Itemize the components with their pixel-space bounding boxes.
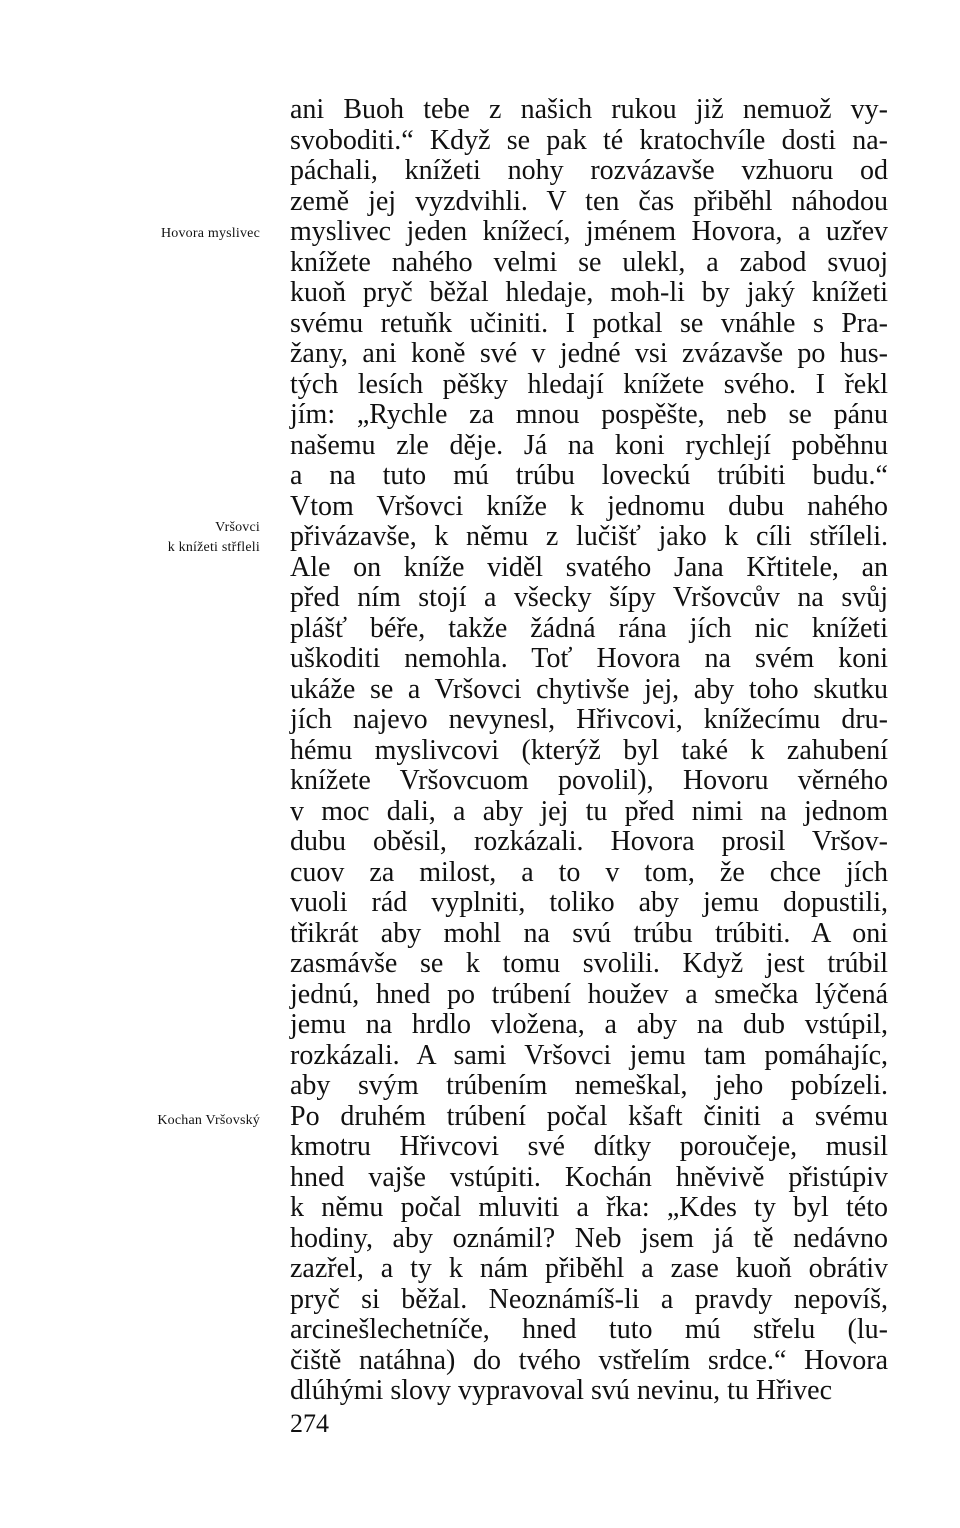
text-line: v moc dali, a aby jej tu před nimi na jednom [290,795,888,827]
text-line: Po druhém trúbení počal kšaft činiti a svému [290,1100,888,1132]
text-line: země jej vyzdvihli. V ten čas přiběhl náhodou [290,185,888,217]
margin-note-line: Vršovci [215,520,260,535]
text-line: našemu zle děje. Já na koni rychlejí poběhnu [290,429,888,461]
text-line: hned vajše vstúpiti. Kochán hněvivě přistúpiv [290,1161,888,1193]
text-line: vuoli rád vyplniti, toliko aby jemu dopustili, [290,887,888,918]
text-line: tých lesích pěšky hledají knížete svého. I řekl [290,368,888,400]
text-line: před ním stojí a všecky šípy Vršovcův na svůj [290,582,888,613]
margin-note-vrsovci [90,518,260,558]
text-line: Vtom Vršovci kníže k jednomu dubu nahého [290,490,888,522]
margin-note-kochan-vrsovsky [90,1111,260,1131]
text-line: hému myslivcovi (kterýž byl také k zahubení [290,734,888,766]
margin-note-line: Hovora myslivec [160,226,260,241]
text-line: uškoditi nemohla. Toť Hovora na svém koni [290,643,888,674]
text-line: třikrát aby mohl na svú trúbu trúbiti. A oni [290,917,888,949]
text-line: zasmávše se k tomu svolili. Když jest trúbil [290,948,888,979]
text-line: rozkázali. A sami Vršovci jemu tam pomáhajíc, [290,1039,888,1071]
text-line: dubu oběsil, rozkázali. Hovora prosil Vršov- [290,826,888,857]
text-line: arcinešlechetníče, hned tuto mú střelu (lu- [290,1314,888,1345]
text-line: jím: „Rychle za mnou pospěšte, neb se pánu [290,399,888,430]
text-line: kmotru Hřivcovi své dítky poroučeje, musil [290,1131,888,1162]
text-line: cuov za milost, a to v tom, že chce jích [290,856,888,888]
text-line: pryč si běžal. Neoznámíš-li a pravdy nepovíš, [290,1283,888,1315]
text-line: a na tuto mú trúbu loveckú trúbiti budu.“ [290,460,888,491]
text-line: knížete nahého velmi se ulekl, a zabod svuoj [290,246,888,278]
margin-note-line: Kochan Vršovský [157,1113,260,1128]
page-number: 274 [290,1409,329,1438]
text-line: k němu počal mluviti a řka: „Kdes ty byl této [290,1192,888,1223]
text-line: ukáže se a Vršovci chytivše jej, aby toho skutku [290,673,888,705]
text-line: myslivec jeden knížecí, jménem Hovora, a uzřev [290,216,888,247]
text-line: hodiny, aby oznámil? Neb jsem já tě nedávno [290,1222,888,1254]
text-line: plášť béře, takže žádná rána jích nic knížeti [290,612,888,644]
margin-note-line: k knížeti střfleli [167,540,260,555]
text-line: svému retuňk učiniti. I potkal se vnáhle s Pra- [290,307,888,339]
text-line: jednú, hned po trúbení houžev a smečka lýčená [290,978,888,1010]
text-line: jích najevo nevynesl, Hřivcovi, knížecímu dru- [290,704,888,735]
margin-note-hovora-myslivec [90,224,260,244]
text-line: žany, ani koně své v jedné vsi zvázavše po hus- [290,338,888,369]
text-line: čiště natáhna) do tvého vstřelím srdce.“ Hovora [290,1344,888,1376]
text-line: knížete Vršovcuom povolil), Hovoru věrného [290,765,888,796]
text-line: kuoň pryč běžal hledaje, moh-li by jaký knížeti [290,277,888,308]
text-line: aby svým trúbením nemeškal, jeho pobízeli. [290,1070,888,1101]
body-text [290,95,888,1407]
text-line: ani Buoh tebe z našich rukou již nemuož vy- [290,94,888,125]
text-line: páchali, knížeti nohy rozvázavše vzhuoru od [290,155,888,186]
text-line: svoboditi.“ Když se pak té kratochvíle dosti na- [290,124,888,156]
text-line: jemu na hrdlo vložena, a aby na dub vstúpil, [290,1009,888,1040]
text-line: dlúhými slovy vypravoval svú nevinu, tu Hřivec [290,1375,833,1406]
text-line: zazřel, a ty k nám přiběhl a zase kuoň obrátiv [290,1253,888,1284]
text-line: přivázavše, k němu z lučišť jako k cíli stříleli. [290,521,888,552]
text-line: Ale on kníže viděl svatého Jana Křtitele, an [290,551,888,583]
